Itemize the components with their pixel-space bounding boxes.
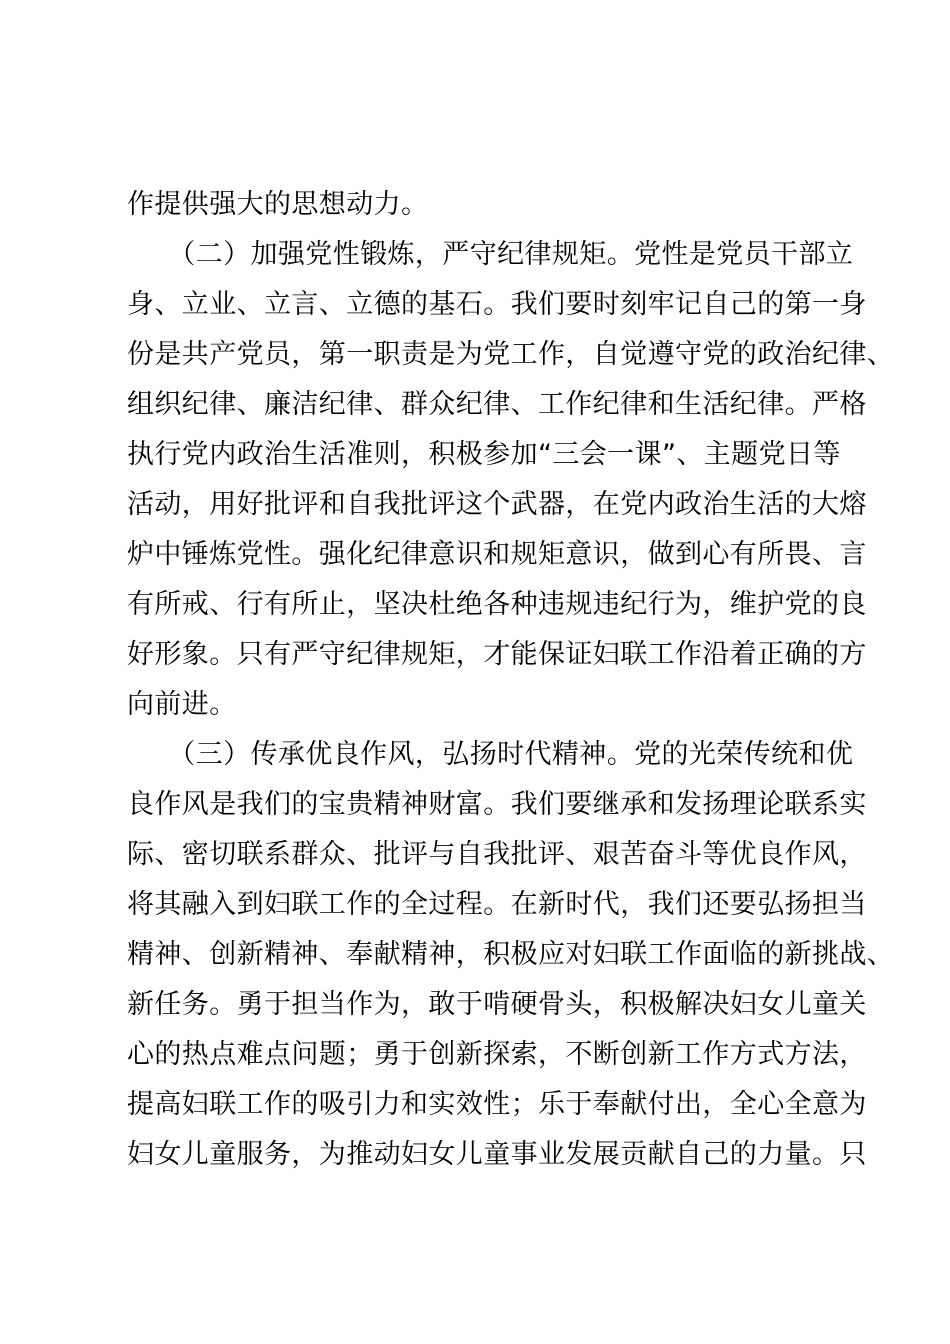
text-line: 份是共产党员，第一职责是为党工作，自觉遵守党的政治纪律、 <box>127 339 895 370</box>
text-line: （二）加强党性锻炼，严守纪律规矩。党性是党员干部立 <box>127 239 854 270</box>
text-line: 向前进。 <box>127 689 237 720</box>
text-line: 际、密切联系群众、批评与自我批评、艰苦奋斗等优良作风， <box>127 839 867 870</box>
text-line: 新任务。勇于担当作为，敢于啃硬骨头，积极解决妇女儿童关 <box>127 989 867 1020</box>
text-line: 炉中锤炼党性。强化纪律意识和规矩意识，做到心有所畏、言 <box>127 539 867 570</box>
text-line: 将其融入到妇联工作的全过程。在新时代，我们还要弘扬担当 <box>127 889 867 920</box>
text-line: 身、立业、立言、立德的基石。我们要时刻牢记自己的第一身 <box>127 289 867 320</box>
body-text <box>127 180 895 1180</box>
text-line: 妇女儿童服务，为推动妇女儿童事业发展贡献自己的力量。只 <box>127 1139 867 1170</box>
text-line: 活动，用好批评和自我批评这个武器，在党内政治生活的大熔 <box>127 489 867 520</box>
text-line: 好形象。只有严守纪律规矩，才能保证妇联工作沿着正确的方 <box>127 639 867 670</box>
text-line: 有所戒、行有所止，坚决杜绝各种违规违纪行为，维护党的良 <box>127 589 867 620</box>
text-line: 提高妇联工作的吸引力和实效性；乐于奉献付出，全心全意为 <box>127 1089 867 1120</box>
text-line: 精神、创新精神、奉献精神，积极应对妇联工作面临的新挑战、 <box>127 939 895 970</box>
text-line: 良作风是我们的宝贵精神财富。我们要继承和发扬理论联系实 <box>127 789 867 820</box>
text-line: （三）传承优良作风，弘扬时代精神。党的光荣传统和优 <box>127 739 854 770</box>
text-line: 作提供强大的思想动力。 <box>127 189 429 220</box>
text-line: 组织纪律、廉洁纪律、群众纪律、工作纪律和生活纪律。严格 <box>127 389 867 420</box>
text-line: 心的热点难点问题；勇于创新探索，不断创新工作方式方法， <box>127 1039 867 1070</box>
text-line: 执行党内政治生活准则，积极参加“三会一课”、主题党日等 <box>127 439 841 470</box>
